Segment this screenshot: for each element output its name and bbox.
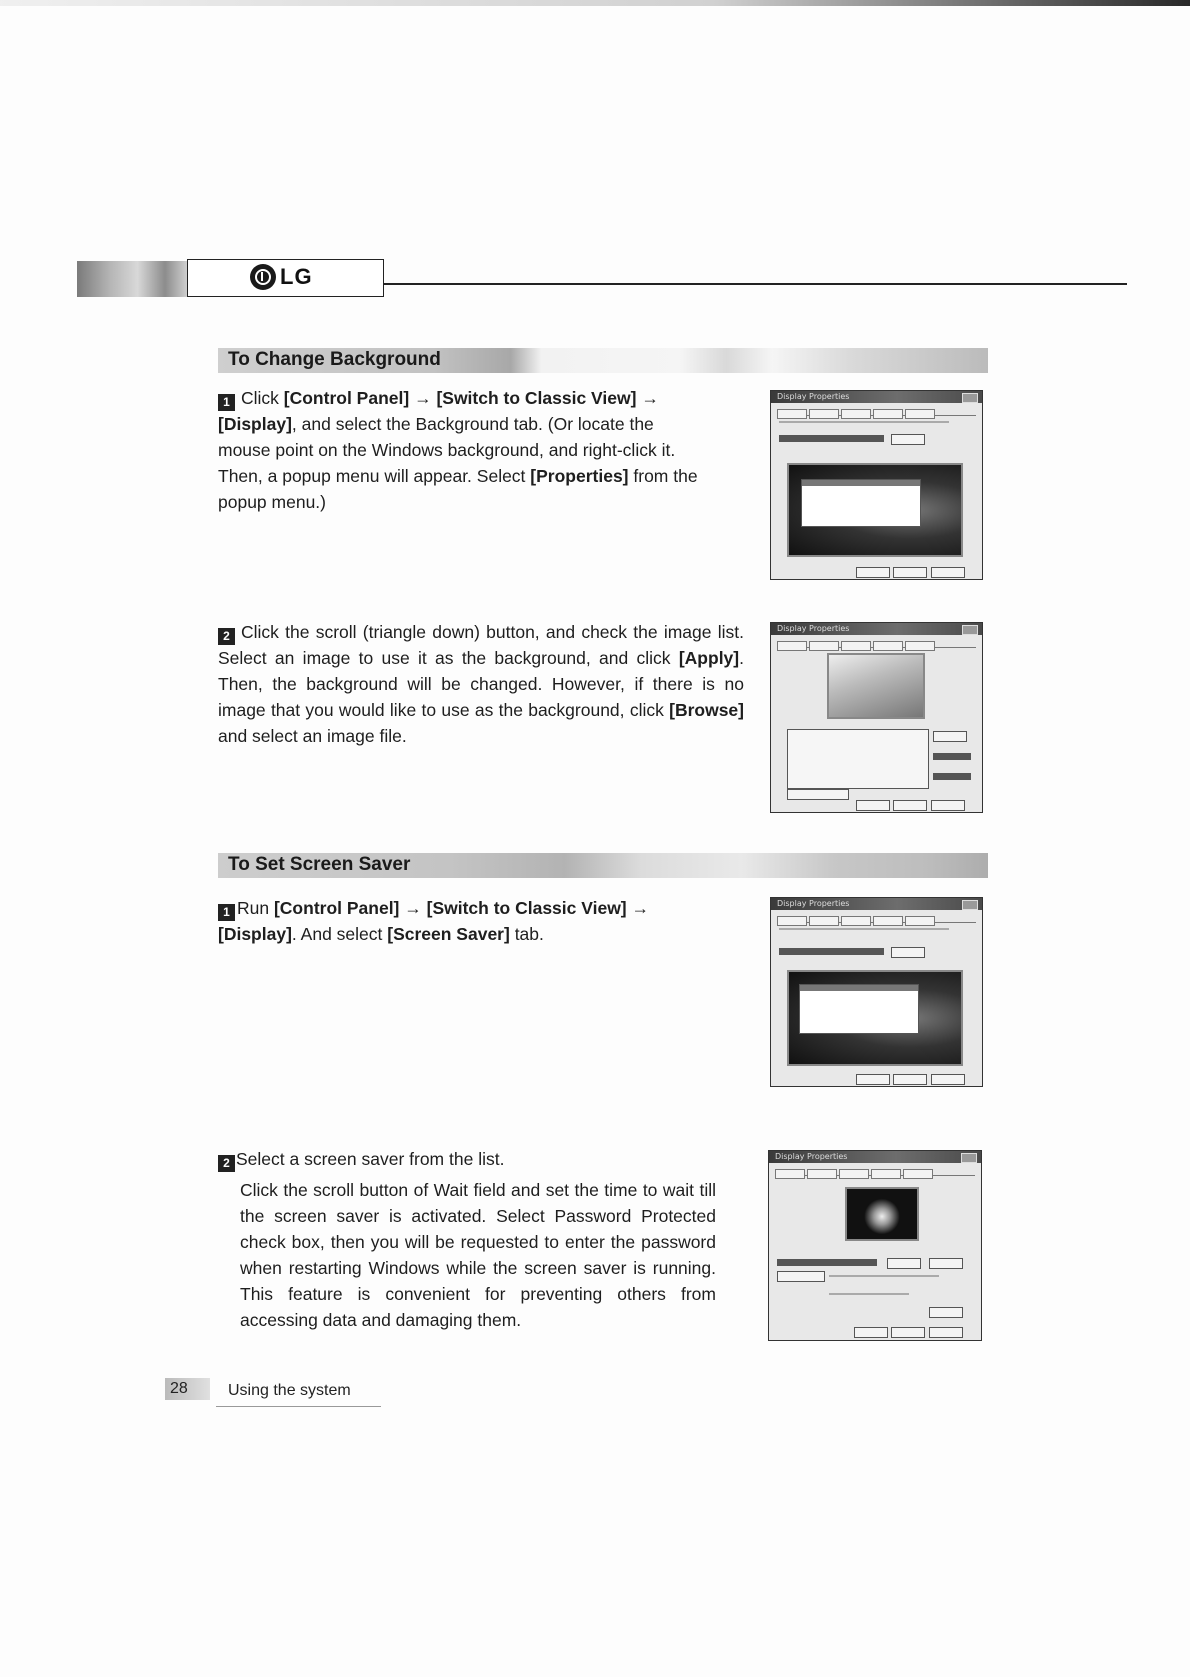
step-body: Click [Control Panel] → [Switch to Classic View] → [Display], and select the Background tab. (Or locate the mouse point on the Windows background, and right-click it. Then, a popup menu will appear. Select [Properties] from the popup menu.) <box>218 388 698 512</box>
header-stripe <box>77 261 187 297</box>
step-body: Click the scroll button of Wait field and set the time to wait till the screen saver is activated. Select Password Protected check box, then you will be requested to enter the password when restarting Windows while the screen saver is running. This feature is convenient for preventing others from accessing data and damaging them. <box>240 1180 716 1330</box>
step-number: 1 <box>218 394 235 411</box>
step-lead <box>218 1146 718 1172</box>
screenshot-display-properties-desktop: Display Properties <box>770 622 983 813</box>
screenshot-display-properties-screensaver-settings: Display Properties <box>768 1150 982 1341</box>
lg-logo <box>250 264 313 290</box>
footer-section-title: Using the system <box>228 1382 351 1399</box>
step-text <box>240 1177 716 1333</box>
lg-face-icon <box>250 264 276 290</box>
section-heading: To Change Background <box>228 349 441 370</box>
section-heading: To Set Screen Saver <box>228 854 411 875</box>
step-lead-text: Select a screen saver from the list. <box>236 1149 505 1169</box>
scan-edge <box>0 0 1190 6</box>
page-number: 28 <box>170 1380 188 1397</box>
step-body: Click the scroll (triangle down) button, and check the image list. Select an image to use it as the background, and click [Apply]. Then, the background will be changed. However, if there is no image that you would like to use as the background, click [Browse] and select an image file. <box>218 622 744 746</box>
step-number: 2 <box>218 628 235 645</box>
header-rule <box>384 283 1127 285</box>
logo-text: LG <box>280 264 313 289</box>
screenshot-display-properties-screensaver-tab: Display Properties <box>770 897 983 1087</box>
step-body: Run [Control Panel] → [Switch to Classic View] → [Display]. And select [Screen Saver] tab. <box>218 898 650 944</box>
step-text <box>218 619 744 749</box>
screenshot-display-properties-themes: Display Properties <box>770 390 983 580</box>
step-number: 2 <box>218 1155 235 1172</box>
step-text <box>218 895 688 947</box>
step-text <box>218 385 708 515</box>
footer-rule <box>216 1406 381 1407</box>
step-number: 1 <box>218 904 235 921</box>
